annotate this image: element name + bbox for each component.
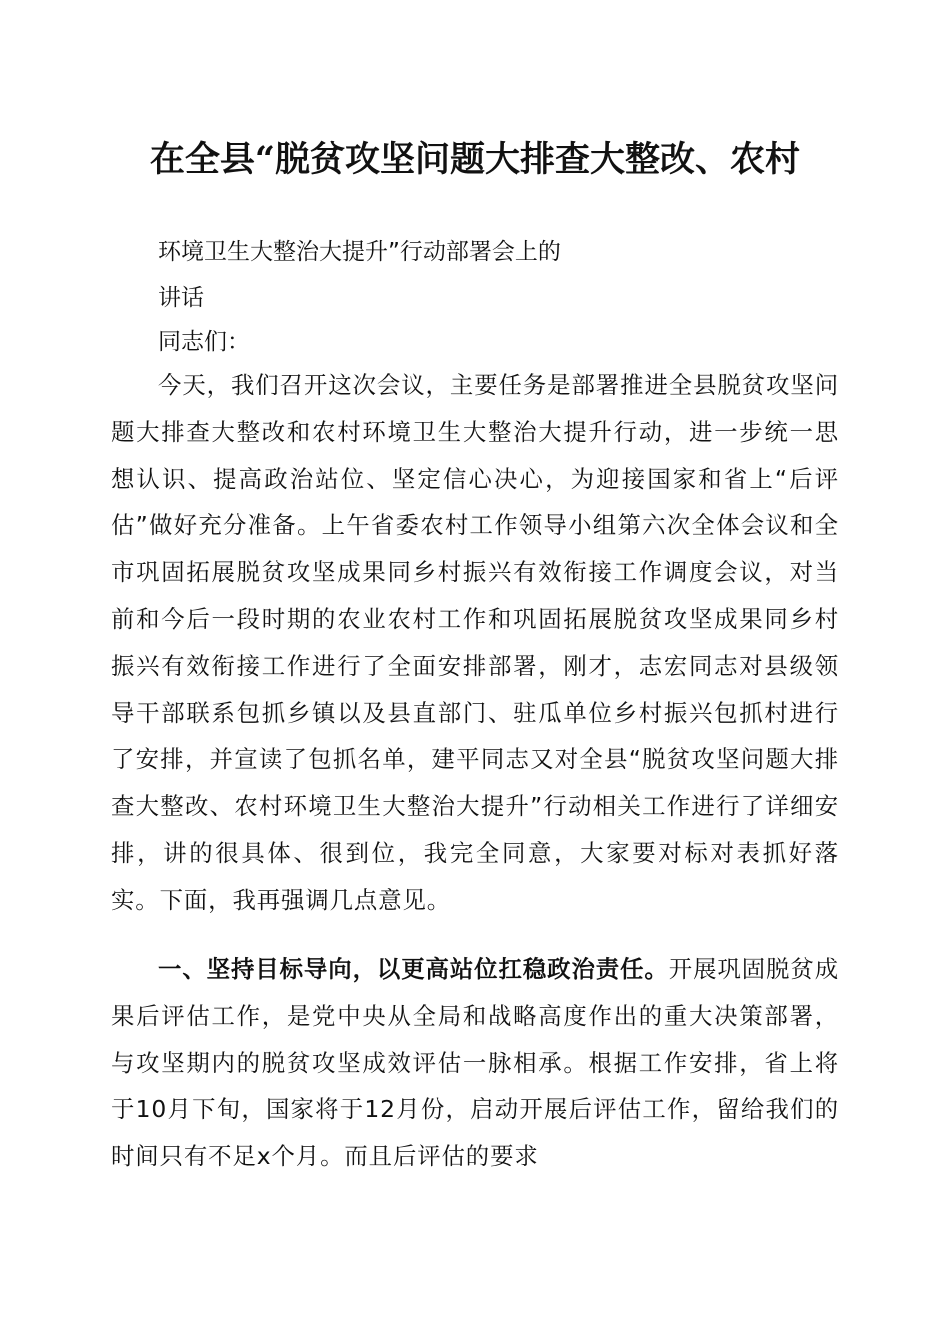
document-title: 在全县“脱贫攻坚问题大排查大整改、农村 [149,139,801,180]
paragraph-section-1 [111,946,839,1180]
document-subtitle-line1: 环境卫生大整治大提升”行动部署会上的 [158,239,561,265]
paragraph-intro: 今天，我们召开这次会议，主要任务是部署推进全县脱贫攻坚问题大排查大整改和农村环境卫生大整治大提升行动，进一步统一思想认识、提高政治站位、坚定信心决心，为迎接国家和省上“后评估”做好充分准备。上午省委农村工作领导小组第六次全体会议和全市巩固拓展脱贫攻坚成果同乡村振兴有效衔接工作调度会议，对当前和今后一段时期的农业农村工作和巩固拓展脱贫攻坚成果同乡村振兴有效衔接工作进行了全面安排部署，刚才，志宏同志对县级领导干部联系包抓乡镇以及县直部门、驻瓜单位乡村振兴包抓村进行了安排，并宣读了包抓名单，建平同志又对全县“脱贫攻坚问题大排查大整改、农村环境卫生大整治大提升”行动相关工作进行了详细安排，讲的很具体、很到位，我完全同意，大家要对标对表抓好落实。下面，我再强调几点意见。 [111,371,839,914]
section-1-heading: 一、坚持目标导向，以更高站位扛稳政治责任。 [158,955,669,983]
document-subtitle-line2: 讲话 [158,285,204,311]
section-1-text: 开展巩固脱贫成果后评估工作，是党中央从全局和战略高度作出的重大决策部署，与攻坚期内的脱贫攻坚成效评估一脉相承。根据工作安排，省上将于10月下旬，国家将于12月份，启动开展后评估工作，留给我们的时间只有不足x个月。而且后评估的要求 [111,955,839,1171]
salutation: 同志们： [158,329,250,355]
